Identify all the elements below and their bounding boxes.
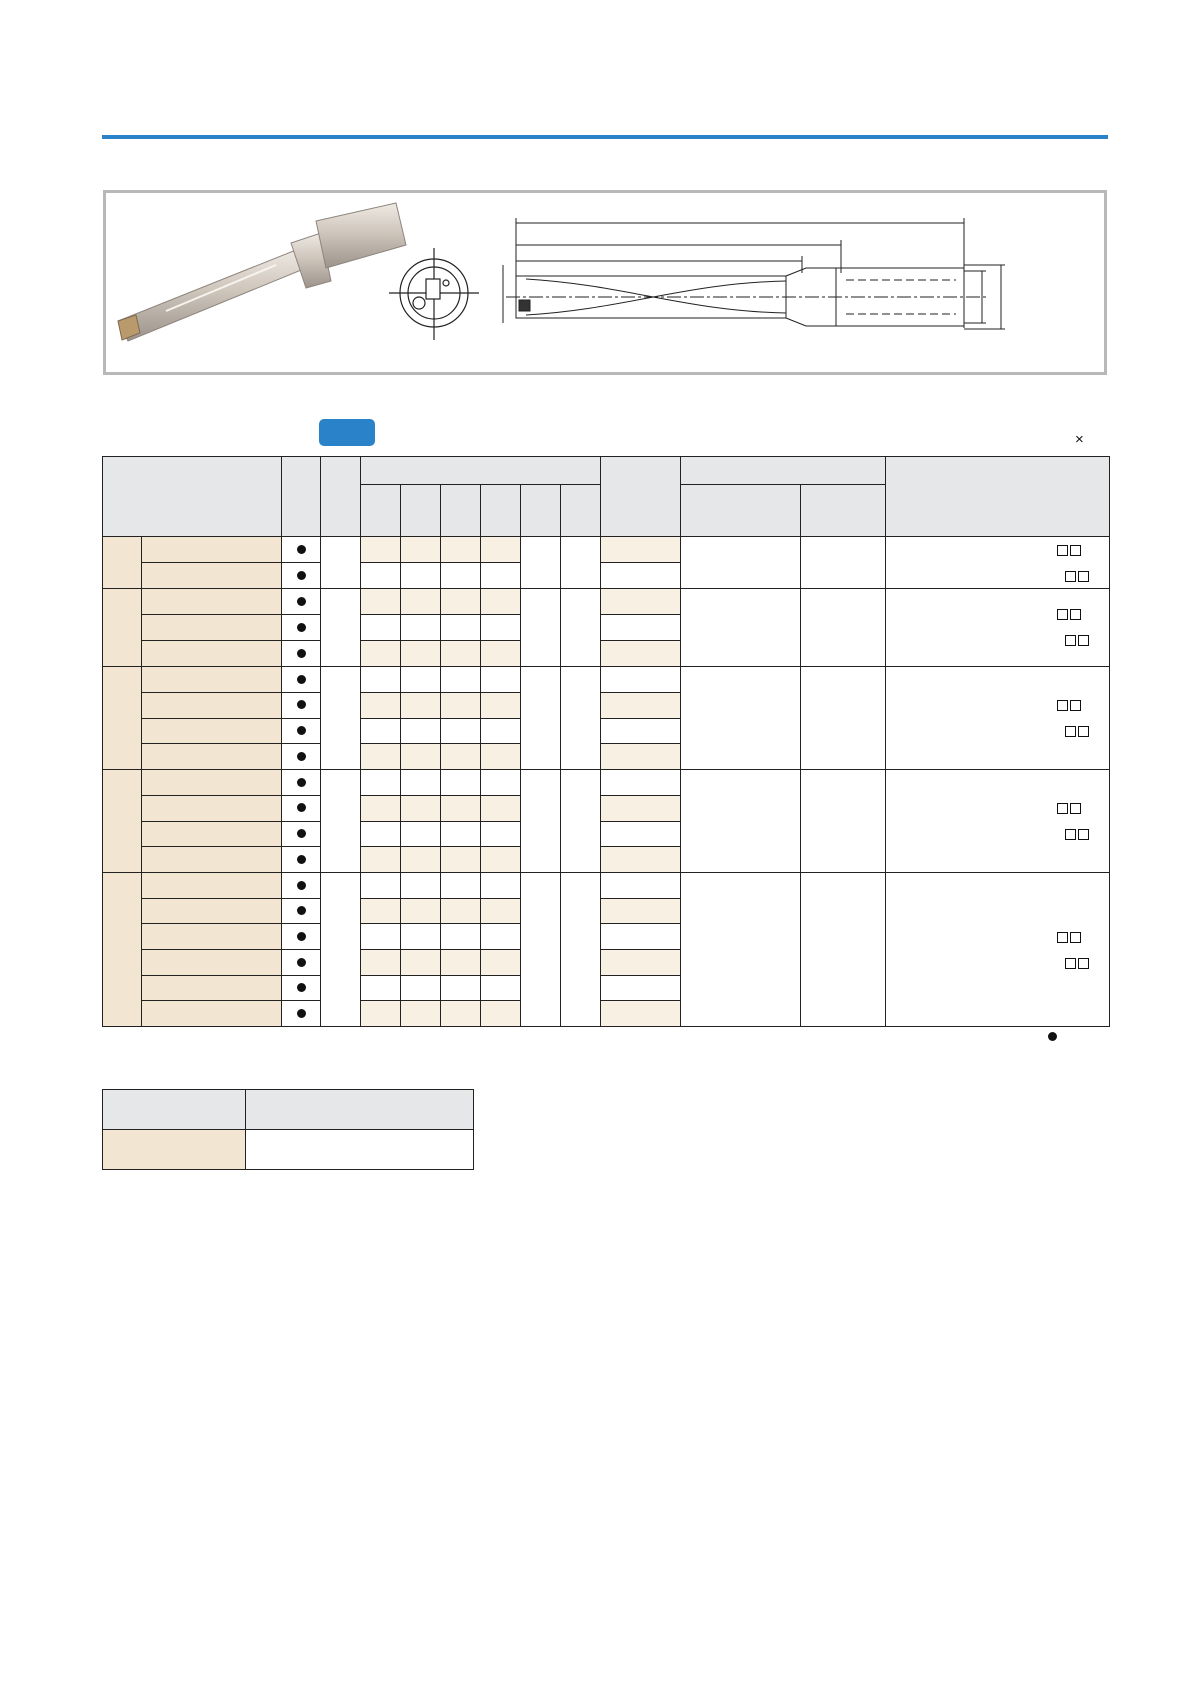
specification-table <box>102 456 1110 1027</box>
stock-mark <box>282 975 321 1001</box>
ref-header-right <box>246 1090 474 1130</box>
product-figure <box>106 193 1104 372</box>
header-model <box>103 457 282 537</box>
header-stock <box>282 457 321 537</box>
legend-stock-mark <box>1048 1032 1057 1041</box>
ref-header-left <box>103 1090 246 1130</box>
product-figure-box <box>103 190 1107 375</box>
header-dim-5 <box>521 485 561 537</box>
clamp-screw-cell <box>681 537 801 589</box>
stock-mark <box>282 692 321 718</box>
top-rule <box>102 135 1108 139</box>
stock-mark <box>282 898 321 924</box>
header-clamp-screw <box>681 485 801 537</box>
insert-cell <box>886 537 1110 589</box>
stock-mark <box>282 949 321 975</box>
stock-mark <box>282 615 321 641</box>
stock-mark <box>282 641 321 667</box>
stock-mark <box>282 770 321 796</box>
insert-cell <box>886 589 1110 667</box>
header-coolant <box>321 457 361 537</box>
stock-mark <box>282 744 321 770</box>
stock-mark <box>282 847 321 873</box>
stock-mark <box>282 795 321 821</box>
header-dim-4 <box>481 485 521 537</box>
stock-mark <box>282 537 321 563</box>
ref-model-cell <box>103 1130 246 1170</box>
drill-side-view-drawing-icon <box>503 218 1005 329</box>
header-dimensions <box>361 457 601 485</box>
group-3-label <box>103 667 142 770</box>
series-tag <box>319 419 375 446</box>
insert-cell <box>886 667 1110 770</box>
stock-mark <box>282 563 321 589</box>
coolant-cell <box>321 537 361 589</box>
header-dim-2 <box>401 485 441 537</box>
drill-front-view-icon <box>389 248 479 340</box>
stock-mark <box>282 1001 321 1027</box>
insert-cell <box>886 873 1110 1027</box>
header-dim-1 <box>361 485 401 537</box>
header-dim-3 <box>441 485 481 537</box>
header-dim-6 <box>561 485 601 537</box>
ref-value-cell <box>246 1130 474 1170</box>
header-insert <box>886 457 1110 537</box>
stock-mark <box>282 821 321 847</box>
multiply-sign: × <box>1075 431 1084 448</box>
drill-photo-icon <box>118 203 406 341</box>
stock-mark <box>282 718 321 744</box>
stock-mark <box>282 589 321 615</box>
header-weight <box>601 457 681 537</box>
group-1-label <box>103 537 142 589</box>
stock-mark <box>282 667 321 693</box>
wrench-cell <box>801 537 886 589</box>
reference-table <box>102 1089 474 1170</box>
stock-mark <box>282 924 321 950</box>
group-4-label <box>103 770 142 873</box>
group-2-label <box>103 589 142 667</box>
model-cell <box>142 537 282 563</box>
header-parts <box>681 457 886 485</box>
model-cell <box>142 563 282 589</box>
header-wrench <box>801 485 886 537</box>
insert-cell <box>886 770 1110 873</box>
group-5-label <box>103 873 142 1027</box>
stock-mark <box>282 873 321 899</box>
